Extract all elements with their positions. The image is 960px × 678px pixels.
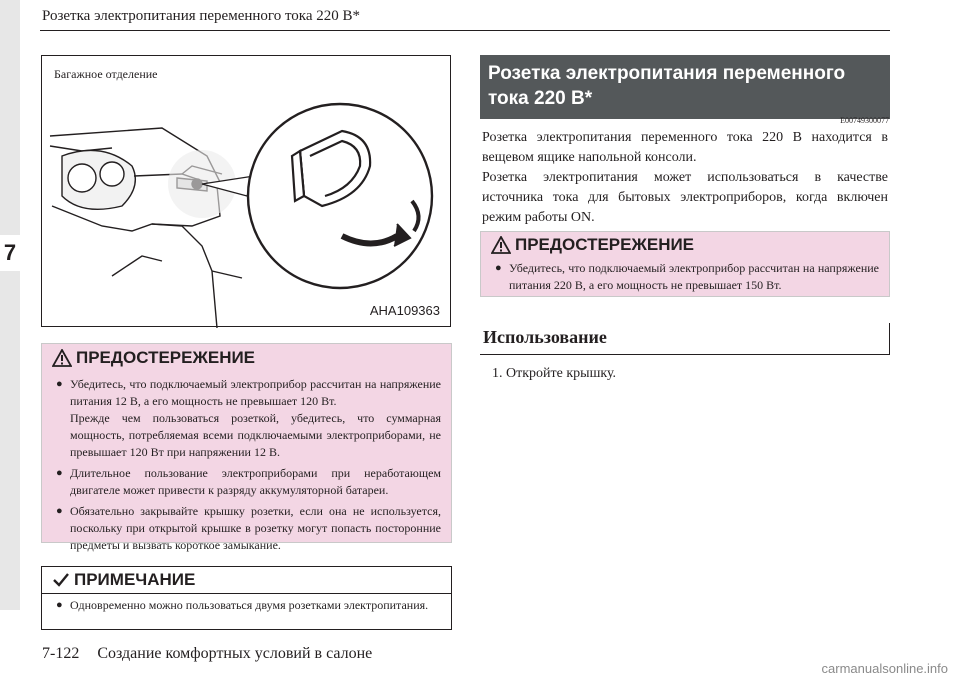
caution-box-left bbox=[41, 343, 452, 552]
caution-box-right bbox=[480, 231, 890, 297]
watermark: carmanualsonline.info bbox=[821, 661, 948, 676]
figure-caption: Багажное отделение bbox=[54, 67, 158, 81]
bullet-icon: ● bbox=[495, 262, 502, 274]
bullet-icon: ● bbox=[56, 505, 63, 517]
warning-triangle-icon bbox=[491, 236, 511, 254]
chapter-side-tab bbox=[0, 0, 20, 610]
luggage-outlet-illustration bbox=[42, 56, 452, 328]
caution-item: ● Убедитесь, что подключаемый электроприбор рассчитан на напряжение питания 220 В, а его мощность не превышает 150 Вт. bbox=[495, 261, 879, 292]
page-footer bbox=[42, 645, 372, 663]
section-title: Розетка электропитания переменного тока 220 В* bbox=[480, 55, 890, 119]
chapter-number: 7 bbox=[0, 235, 20, 271]
page-number: 7-122 bbox=[42, 645, 80, 662]
subsection-heading: Использование bbox=[480, 324, 890, 355]
bullet-icon: ● bbox=[56, 467, 63, 479]
caution-title: ПРЕДОСТЕРЕЖЕНИЕ bbox=[481, 232, 889, 258]
note-item: ● Одновременно можно пользоваться двумя розетками электропитания. bbox=[56, 598, 429, 612]
footer-chapter-title: Создание комфортных условий в салоне bbox=[97, 645, 373, 662]
bullet-icon: ● bbox=[56, 378, 63, 390]
section-ref-code: E00749300077 bbox=[840, 116, 889, 125]
step-1: 1. Откройте крышку. bbox=[492, 366, 617, 381]
figure-code: AHA109363 bbox=[369, 303, 440, 318]
running-header: Розетка электропитания переменного тока 220 В* bbox=[42, 8, 361, 24]
paragraph: Розетка электропитания переменного тока 220 В находится в вещевом ящике напольной консоли. bbox=[482, 130, 888, 165]
note-title: ПРИМЕЧАНИЕ bbox=[42, 567, 451, 594]
bullet-icon: ● bbox=[56, 599, 63, 611]
caution-item: ● Обязательно закрывайте крышку розетки, если она не используется, поскольку при открытой крышке в розетку могут попасть посторонние предметы и вызвать короткое замыкание. bbox=[56, 504, 441, 552]
header-rule bbox=[40, 30, 890, 31]
paragraph: Розетка электропитания может использоваться в качестве источника тока для бытовых электроприборов, когда включен режим работы ON. bbox=[482, 170, 888, 225]
caution-title: ПРЕДОСТЕРЕЖЕНИЕ bbox=[42, 344, 451, 372]
note-box bbox=[41, 566, 452, 630]
warning-triangle-icon bbox=[52, 349, 72, 367]
caution-item: ● Длительное пользование электроприборами при неработающем двигателе может привести к разряду аккумуляторной батареи. bbox=[56, 466, 441, 497]
caution-item: ● Убедитесь, что подключаемый электроприбор рассчитан на напряжение питания 12 В, а его мощность не превышает 120 Вт. Прежде чем пользоваться розеткой, убедитесь, что суммарная мощность, потребляемая всеми подключаемыми электроприборами, не превышает 120 Вт при напряжении 12 В. bbox=[56, 377, 441, 459]
illustration-figure bbox=[41, 55, 451, 327]
section-body bbox=[482, 128, 888, 228]
checkmark-icon bbox=[52, 572, 70, 588]
